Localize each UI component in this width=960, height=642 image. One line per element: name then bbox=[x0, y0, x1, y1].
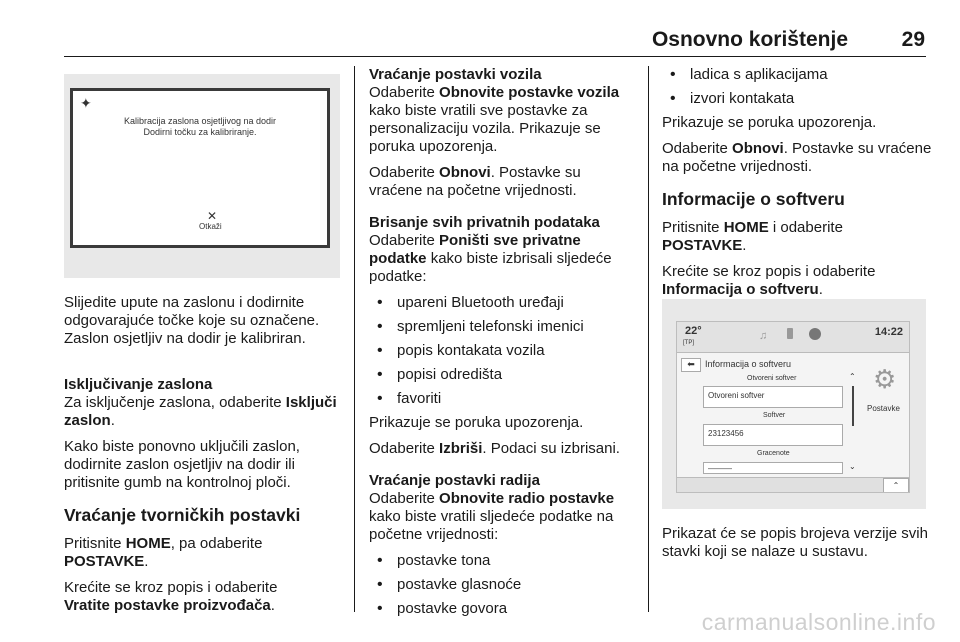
crosshair-icon: ✦ bbox=[80, 95, 92, 111]
radio-settings-text: Odaberite Obnovite radio postavke kako biste vratili sljedeće podatke na početne vrijednosti: bbox=[369, 490, 615, 543]
calibration-title: Kalibracija zaslona osjetljivog na dodir bbox=[123, 116, 277, 126]
list-item: • izvori kontakata bbox=[662, 90, 932, 108]
software-info-figure bbox=[662, 299, 926, 509]
cancel-button[interactable]: Otkaži bbox=[199, 222, 222, 231]
section-label: Otvoreni softver bbox=[747, 375, 797, 382]
private-data-warning: Prikazuje se poruka upozorenja. bbox=[369, 414, 584, 431]
list-item: • favoriti bbox=[369, 390, 637, 408]
calibration-instruction: Dodirni točku za kalibriranje. bbox=[143, 127, 257, 137]
chevron-up-icon[interactable]: ⌃ bbox=[883, 478, 909, 493]
private-data-list bbox=[369, 294, 637, 408]
calibration-figure bbox=[64, 74, 340, 278]
music-icon[interactable]: ♫ bbox=[759, 330, 768, 342]
software-info-screen bbox=[676, 321, 910, 493]
tp-indicator: [TP] bbox=[683, 340, 695, 346]
column-3 bbox=[662, 66, 932, 307]
calibration-screen bbox=[70, 88, 330, 248]
watermark: carmanualsonline.info bbox=[701, 609, 936, 635]
screen-title: Informacija o softveru bbox=[705, 359, 792, 369]
list-item: • popisi odredišta bbox=[369, 366, 637, 384]
private-data-text: Odaberite Poništi sve privatne podatke kako biste izbrisali sljedeće podatke: bbox=[369, 232, 612, 285]
section-heading-radio-settings: Vraćanje postavki radija bbox=[369, 472, 540, 489]
section-heading-screen-off: Isključivanje zaslona bbox=[64, 376, 213, 393]
scrollbar[interactable] bbox=[852, 386, 854, 426]
screen-off-text: Za isključenje zaslona, odaberite Isključi zaslon. bbox=[64, 394, 337, 429]
close-icon[interactable]: ✕ bbox=[207, 209, 218, 223]
clock: 14:22 bbox=[874, 326, 903, 338]
section-label: Softver bbox=[763, 412, 786, 419]
reset-result: Odaberite Obnovi. Postavke su vraćene na početne vrijednosti. bbox=[662, 140, 932, 175]
collapse-bar[interactable] bbox=[677, 477, 909, 492]
page-header-title: Osnovno korištenje bbox=[651, 28, 848, 51]
section-label: Gracenote bbox=[757, 450, 790, 457]
list-item: • popis kontakata vozila bbox=[369, 342, 637, 360]
software-info-step2: Krećite se kroz popis i odaberite Informacija o softveru. bbox=[662, 263, 876, 298]
reset-items-list bbox=[662, 66, 932, 108]
list-item: • ladica s aplikacijama bbox=[662, 66, 932, 84]
column-2 bbox=[369, 66, 637, 624]
section-heading-vehicle-settings: Vraćanje postavki vozila bbox=[369, 66, 542, 83]
calibration-text: Slijedite upute na zaslonu i dodirnite odgovarajuće točke koje su označene. Zaslon osjetljiv na dodir je kalibriran. bbox=[64, 294, 320, 347]
section-heading-software-info: Informacije o softveru bbox=[662, 189, 845, 209]
factory-reset-step2: Krećite se kroz popis i odaberite Vratite postavke proizvođača. bbox=[64, 579, 278, 614]
list-row-gracenote[interactable]: ——— bbox=[703, 462, 843, 474]
column-divider-2 bbox=[648, 66, 649, 612]
private-data-result: Odaberite Izbriši. Podaci su izbrisani. bbox=[369, 440, 620, 457]
version-list-text: Prikazat će se popis brojeva verzije svih stavki koji se nalaze u sustavu. bbox=[662, 525, 928, 560]
list-item: • postavke glasnoće bbox=[369, 576, 637, 594]
gear-icon[interactable]: ⚙ bbox=[873, 364, 897, 394]
page-number: 29 bbox=[901, 28, 925, 51]
list-row-software[interactable]: 23123456 bbox=[703, 424, 843, 446]
back-button[interactable]: ⬅ bbox=[681, 358, 701, 372]
header-rule bbox=[64, 56, 926, 57]
factory-reset-step1: Pritisnite HOME, pa odaberite POSTAVKE. bbox=[64, 535, 263, 570]
vehicle-settings-text: Odaberite Obnovite postavke vozila kako biste vratili sve postavke za personalizaciju vozila. Prikazuje se poruka upozorenja. bbox=[369, 84, 620, 155]
info-icon[interactable] bbox=[809, 328, 821, 340]
settings-label[interactable]: Postavke bbox=[867, 404, 900, 413]
screen-on-text: Kako biste ponovno uključili zaslon, dodirnite zaslon osjetljiv na dodir ili pritisnite gumb na kontrolnoj ploči. bbox=[64, 438, 300, 491]
radio-settings-list bbox=[369, 552, 637, 618]
scroll-up-icon[interactable]: ⌃ bbox=[849, 372, 856, 381]
phone-icon[interactable] bbox=[787, 328, 793, 339]
status-bar bbox=[677, 322, 909, 353]
section-heading-private-data: Brisanje svih privatnih podataka bbox=[369, 214, 600, 231]
warning-text: Prikazuje se poruka upozorenja. bbox=[662, 114, 877, 131]
list-item: • postavke tona bbox=[369, 552, 637, 570]
section-heading-factory-reset: Vraćanje tvorničkih postavki bbox=[64, 505, 301, 525]
list-item: • postavke govora bbox=[369, 600, 637, 618]
software-info-step1: Pritisnite HOME i odaberite POSTAVKE. bbox=[662, 219, 843, 254]
list-item: • upareni Bluetooth uređaji bbox=[369, 294, 637, 312]
scroll-down-icon[interactable]: ⌄ bbox=[849, 462, 856, 471]
list-item: • spremljeni telefonski imenici bbox=[369, 318, 637, 336]
column-divider-1 bbox=[354, 66, 355, 612]
vehicle-settings-result: Odaberite Obnovi. Postavke su vraćene na početne vrijednosti. bbox=[369, 164, 581, 199]
list-row-open-software[interactable]: Otvoreni softver bbox=[703, 386, 843, 408]
temperature: 22° bbox=[685, 325, 702, 337]
